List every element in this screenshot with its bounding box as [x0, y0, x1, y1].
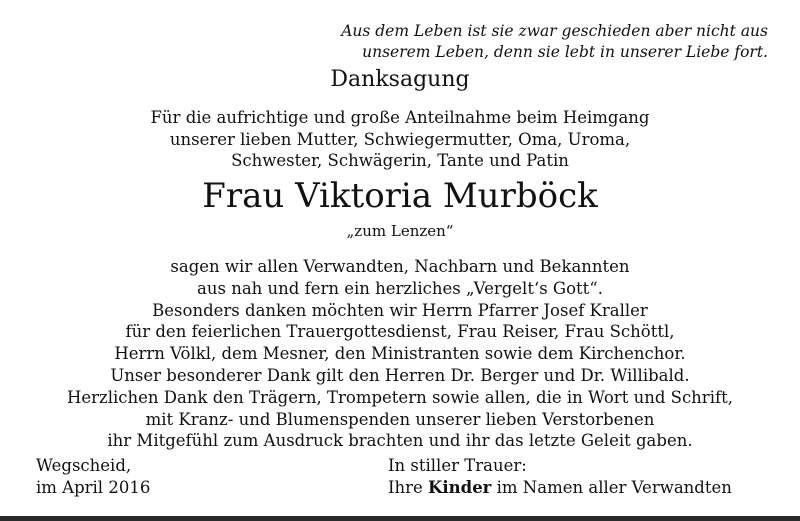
signature-prefix: Ihre	[388, 478, 423, 497]
bottom-border	[0, 516, 800, 521]
thanks-line: Herrn Völkl, dem Mesner, den Ministranten sowie dem Kirchenchor.	[114, 344, 686, 364]
mourners-signature	[388, 455, 732, 499]
signature-children: Kinder	[428, 478, 492, 497]
intro-line: Schwester, Schwägerin, Tante und Patin	[231, 151, 569, 170]
place: Wegscheid,	[36, 456, 132, 475]
deceased-name: Frau Viktoria Murböck	[202, 176, 598, 216]
intro-line: Für die aufrichtige und große Anteilnahme beim Heimgang	[150, 108, 650, 127]
thanks-line: mit Kranz- und Blumenspenden unserer lieben Verstorbenen	[145, 409, 655, 429]
motto-quote	[341, 21, 768, 63]
thanks-line: Herzlichen Dank den Trägern, Trompetern sowie allen, die in Wort und Schrift,	[67, 387, 733, 407]
thanks-line: Unser besonderer Dank gilt den Herren Dr. Berger und Dr. Willibald.	[110, 365, 690, 385]
deceased-nickname: „zum Lenzen“	[346, 222, 454, 240]
signature-suffix: im Namen aller Verwandten	[496, 478, 732, 497]
thanks-line: Besonders danken möchten wir Herrn Pfarrer Josef Kraller	[152, 300, 648, 320]
thanks-line: sagen wir allen Verwandten, Nachbarn und Bekannten	[170, 257, 630, 276]
thanks-line: aus nah und fern ein herzliches „Vergelt‘s Gott“.	[197, 278, 603, 298]
date: im April 2016	[36, 478, 151, 497]
signature-line	[388, 477, 732, 499]
notice-heading: Danksagung	[330, 67, 470, 92]
intro-line: unserer lieben Mutter, Schwiegermutter, Oma, Uroma,	[169, 129, 631, 149]
place-date	[36, 455, 150, 499]
thanks-line: für den feierlichen Trauergottesdienst, Frau Reiser, Frau Schöttl,	[125, 322, 675, 342]
mourning-label: In stiller Trauer:	[388, 456, 527, 475]
motto-line: Aus dem Leben ist sie zwar geschieden aber nicht aus	[341, 22, 768, 40]
thanks-line: ihr Mitgefühl zum Ausdruck brachten und ihr das letzte Geleit gaben.	[107, 431, 693, 451]
thanks-text	[0, 256, 800, 452]
motto-line: unserem Leben, denn sie lebt in unserer Liebe fort.	[362, 43, 768, 61]
intro-text	[0, 107, 800, 172]
